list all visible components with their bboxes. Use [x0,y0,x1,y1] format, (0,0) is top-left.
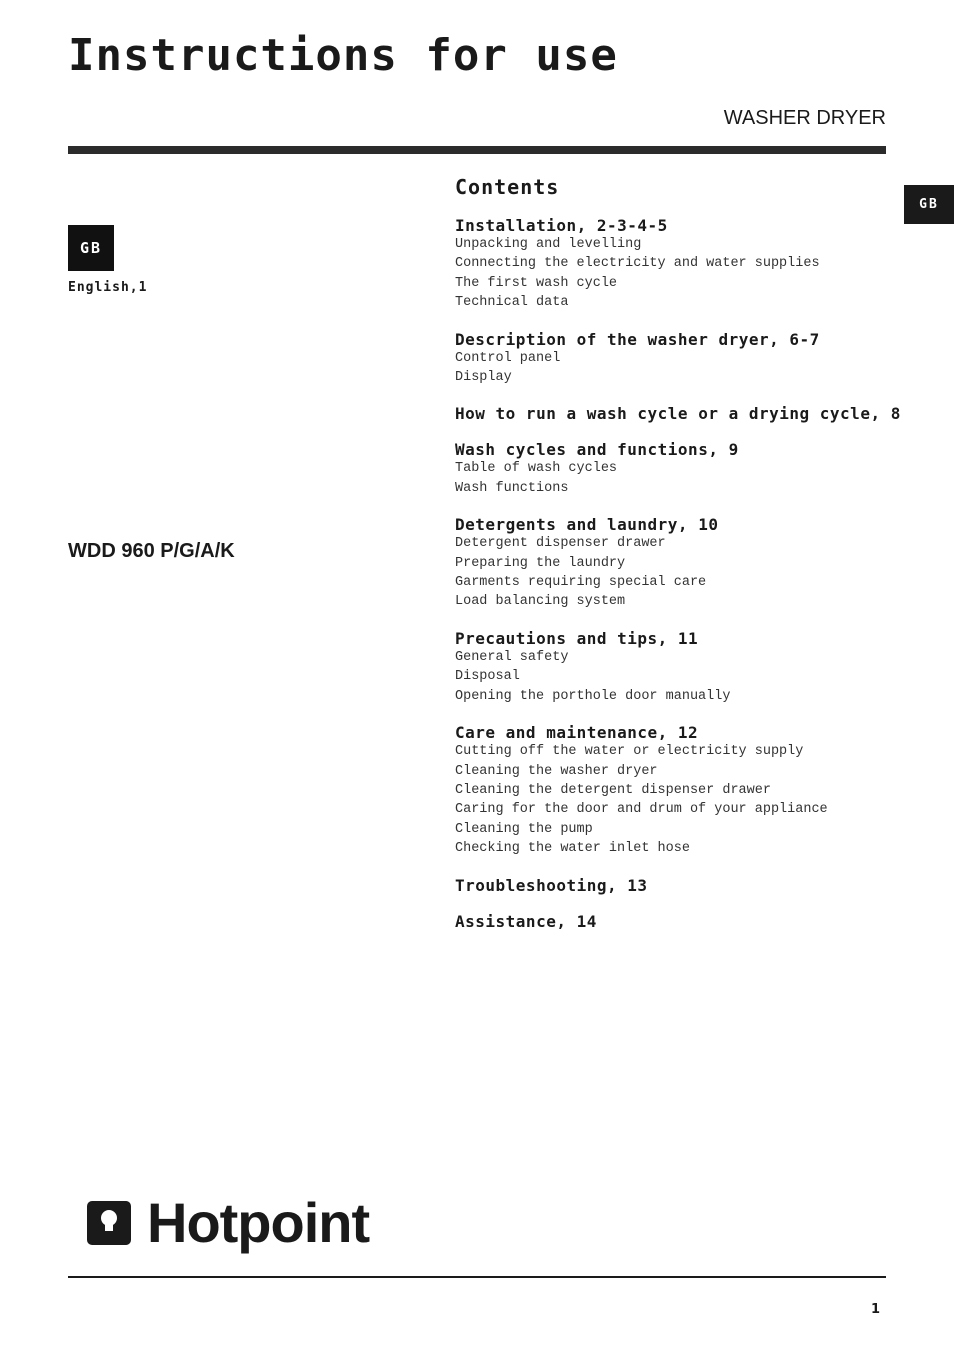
document-subtitle: WASHER DRYER [723,107,886,129]
toc-section [455,404,901,424]
toc-item: Wash functions [455,480,569,496]
toc-item: Garments requiring special care [455,575,707,591]
toc-section-title: Wash cycles and functions, 9 [455,440,739,460]
toc-section [455,216,895,313]
toc-item: Table of wash cycles [455,461,618,477]
language-side-tab: GB [904,185,954,224]
toc-section-title: How to run a wash cycle or a drying cycle, 8 [455,404,901,424]
toc-section [455,515,895,612]
brand-name: Hotpoint [147,1191,370,1254]
toc-item: Caring for the door and drum of your appliance [455,802,828,818]
toc-section [455,723,895,858]
language-badge: GB [68,225,114,271]
header-rule [68,146,886,154]
toc-item: Checking the water inlet hose [455,841,690,857]
hotpoint-mark-icon [87,1201,131,1245]
toc-item: The first wash cycle [455,275,618,291]
toc-item: Opening the porthole door manually [455,688,731,704]
model-number: WDD 960 P/G/A/K [68,540,235,562]
toc-item: Display [455,370,512,386]
footer-rule [68,1276,886,1278]
toc-item: General safety [455,649,569,665]
contents-heading: Contents [455,175,560,199]
page-number: 1 [870,1302,880,1317]
toc-item: Detergent dispenser drawer [455,536,666,552]
toc-item: Cutting off the water or electricity supply [455,744,804,760]
toc-item: Unpacking and levelling [455,237,642,252]
toc-section [455,912,895,931]
toc-section [455,876,895,895]
brand-logo [87,1191,370,1254]
toc-section [455,440,895,498]
toc-section-title: Description of the washer dryer, 6-7 [455,329,820,349]
toc-item: Technical data [455,295,569,311]
toc-item: Cleaning the pump [455,821,593,837]
toc-section [455,330,895,388]
toc-item: Load balancing system [455,594,626,610]
toc-section-title: Detergents and laundry, 10 [455,515,719,535]
toc-item: Connecting the electricity and water supplies [455,256,820,272]
toc-sections [455,216,901,931]
toc-section-title: Installation, 2-3-4-5 [455,216,668,235]
language-label: English,1 [68,280,148,295]
toc-section [455,629,895,706]
toc-item: Disposal [455,669,520,685]
toc-item: Cleaning the detergent dispenser drawer [455,782,771,798]
toc-item: Control panel [455,350,561,366]
toc-section-title: Precautions and tips, 11 [455,628,699,648]
toc-section-title: Assistance, 14 [455,911,597,931]
toc-item: Preparing the laundry [455,555,626,571]
toc-item: Cleaning the washer dryer [455,763,658,779]
page-title: Instructions for use [68,30,618,81]
toc-section-title: Care and maintenance, 12 [455,723,699,743]
table-of-contents [455,175,901,948]
toc-section-title: Troubleshooting, 13 [455,875,648,895]
